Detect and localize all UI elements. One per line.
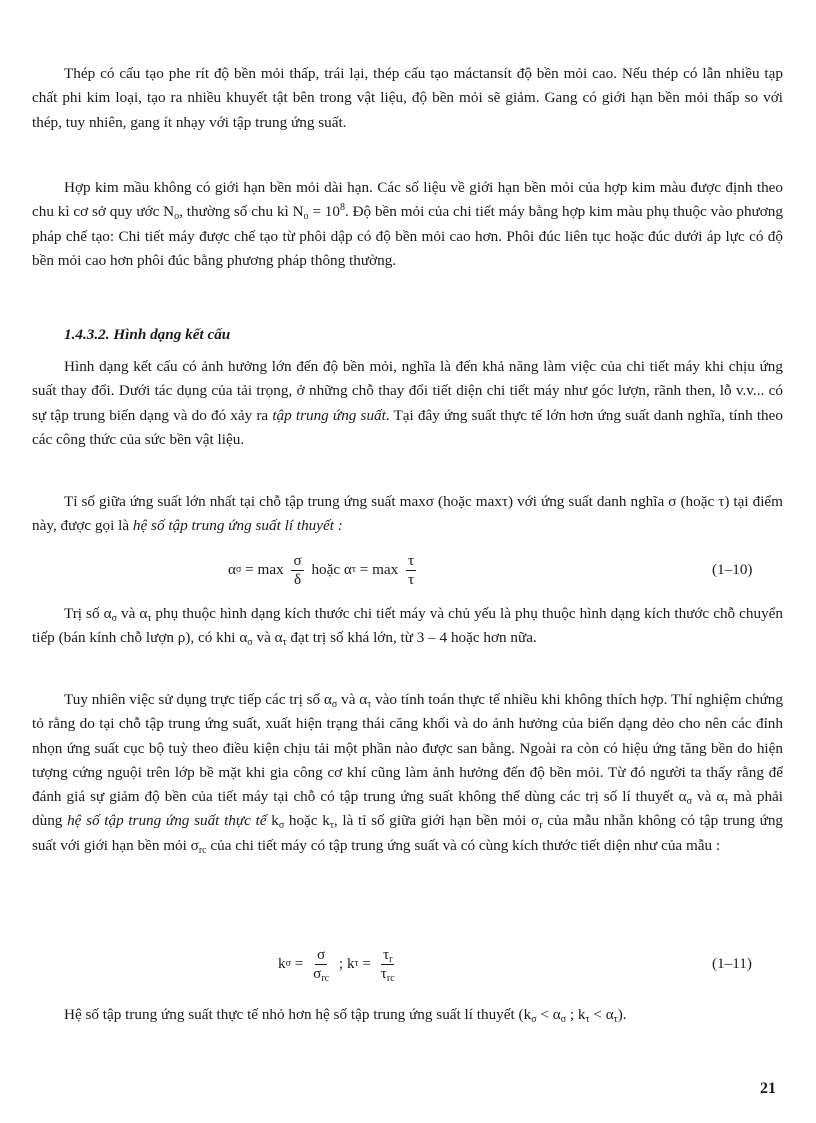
paragraph-steel-structure: Thép có cấu tạo phe rít độ bền mỏi thấp, trái lại, thép cấu tạo máctansít độ bền mỏi cao. Nếu thép có lẫn nhiều tạp chất phi kim loại, tạo ra nhiều khuyết tật bên trong vật liệu, độ bền mỏi sẽ giảm. Gang có giới hạn bền mỏi thấp so với thép, tuy nhiên, gang ít nhạy với tập trung ứng suất. — [32, 65, 783, 131]
paragraph-alpha-values: Trị số $\alpha_\sigma$ và $\alpha_\tau$ phụ thuộc hình dạng kích thước chi tiết máy và chủ yếu là phụ thuộc hình dạng kích thước chỗ chuyển tiếp (bán kính chỗ lượn ρ), có khi $\alpha_\sigma$ và $\alpha_\tau$ đạt trị số khá lớn, từ 3 – 4 hoặc hơn nữa. — [32, 605, 784, 649]
fraction-tau-r-tau-rc: $\frac{\tau_r}{\tau_{rc}}$ — [380, 945, 395, 984]
equation-number: (1–11) — [712, 955, 752, 972]
paragraph-real-concentration: Tuy nhiên việc sử dụng trực tiếp các trị số $\alpha_\sigma$ và $\alpha_\tau$ vào tính toán thực tế nhiều khi không thích hợp. Thí nghiệm chứng tỏ rằng do tại chỗ tập trung ứng suất, xuất hiện trạng thái căng khối và do ảnh hưởng của biến dạng dẻo cho nên các đỉnh nhọn ứng suất cục bộ tuỳ theo điều kiện chịu tải một phần nào được san bằng. Ngoài ra còn có hiệu ứng tăng bền do hiện tượng cứng nguội trên lớp bề mặt khi gia công cơ khí cũng làm ảnh hưởng đến độ bền mỏi. Từ đó người ta thấy rằng để đánh giá sự giảm độ bền của tiết máy tại chỗ có tập trung ứng suất không thể dùng các trị số lí thuyết $\alpha_\sigma$ và $\alpha_\tau$ mà phải dùng hệ số tập trung ứng suất thực tế $k_\sigma$ hoặc $k_\tau$, là tỉ số giữa giới hạn bền mỏi $\sigma_r$ của mẫu nhẵn không có tập trung ứng suất với giới hạn bền mỏi $\sigma_{rc}$ của chi tiết máy có tập trung ứng suất và có cùng kích thước tiết diện như của mẫu : — [32, 691, 784, 856]
equation-1-10: α σ = max $\frac{\sigma}{\delta}$ hoặc α τ = max $\frac{\tau}{\tau}$ (1–10) — [228, 551, 753, 588]
page-number: 21 — [760, 1080, 776, 1097]
paragraph-shape-influence: Hình dạng kết cấu có ảnh hưởng lớn đến độ bền mỏi, nghĩa là đến khả năng làm việc của chi tiết máy khi chịu ứng suất thay đổi. Dưới tác dụng của tải trọng, ở những chỗ thay đổi tiết diện chi tiết máy như góc lượn, rãnh then, lỗ v.v... có sự tập trung biến dạng và do đó xảy ra tập trung ứng suất. Tại đây ứng suất thực tế lớn hơn ứng suất danh nghĩa, tính theo các công thức của sức bền vật liệu. — [32, 358, 783, 448]
paragraph-comparison: Hệ số tập trung ứng suất thực tế nhỏ hơn hệ số tập trung ứng suất lí thuyết ($k_\sigma < \alpha_\sigma$ ; $k_\tau < \alpha_\tau$). — [64, 1006, 627, 1025]
paragraph-theoretical-ratio: Tỉ số giữa ứng suất lớn nhất tại chỗ tập trung ứng suất maxσ (hoặc maxτ) với ứng suất danh nghĩa σ (hoặc τ) tại điểm này, được gọi là hệ số tập trung ứng suất lí thuyết : — [32, 493, 783, 535]
fraction-sigma-delta: $\frac{\sigma}{\delta}$ — [293, 551, 302, 588]
section-heading: 1.4.3.2. Hình dạng kết cấu — [64, 326, 231, 343]
fraction-tau-tau: $\frac{\tau}{\tau}$ — [408, 551, 415, 588]
equation-1-11: k σ = $\frac{\sigma}{\sigma_{rc}}$ ; k τ = $\frac{\tau_r}{\tau_{rc}}$ (1–11) — [278, 945, 752, 984]
fraction-sigma-sigma-rc: $\frac{\sigma}{\sigma_{rc}}$ — [313, 945, 330, 984]
equation-number: (1–10) — [712, 561, 753, 578]
paragraph-non-ferrous-alloys: Hợp kim mầu không có giới hạn bền mỏi dài hạn. Các số liệu về giới hạn bền mỏi của hợp kim màu được định theo chu kì cơ sở quy ước $N_o$, thường số chu kì $N_o = 10^8$. Độ bền mỏi của chi tiết máy bằng hợp kim màu phụ thuộc vào phương pháp chế tạo: Chi tiết máy được chế tạo từ phôi dập có độ bền mỏi cao hơn. Phôi đúc liên tục hoặc đúc dưới áp lực có độ bền mỏi cao hơn phôi đúc bằng phương pháp thông thường. — [32, 179, 783, 269]
